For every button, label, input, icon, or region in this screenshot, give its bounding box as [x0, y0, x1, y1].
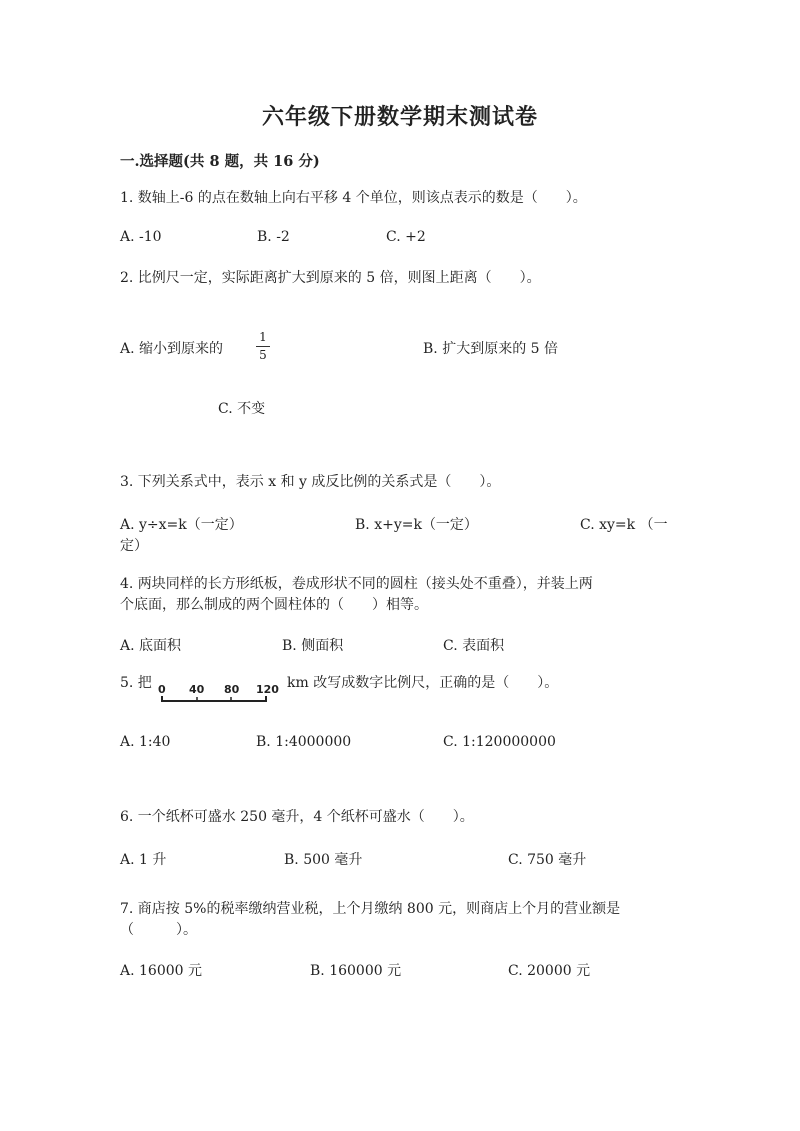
- question-3-option-c-wrap: 定）: [120, 538, 148, 554]
- question-4-option-a: A. 底面积: [120, 638, 182, 654]
- question-3-option-b: B. x+y=k（一定）: [355, 517, 478, 533]
- question-7-option-c: C. 20000 元: [508, 963, 591, 979]
- question-2-option-c: C. 不变: [218, 401, 266, 417]
- scale-label-80: 80: [224, 683, 240, 696]
- question-3-stem: 3. 下列关系式中，表示 x 和 y 成反比例的关系式是（ ）。: [120, 474, 501, 490]
- scale-bar: [158, 683, 280, 707]
- question-5-stem-prefix: 5. 把: [120, 675, 152, 691]
- question-1-stem: 1. 数轴上-6 的点在数轴上向右平移 4 个单位，则该点表示的数是（ ）。: [120, 190, 587, 206]
- question-2-option-a: A. 缩小到原来的: [120, 341, 224, 357]
- page-title: 六年级下册数学期末测试卷: [261, 104, 538, 130]
- question-3-option-a: A. y÷x=k（一定）: [120, 517, 243, 533]
- question-2-option-b: B. 扩大到原来的 5 倍: [423, 341, 558, 357]
- section-heading: 一.选择题(共 8 题，共 16 分): [120, 153, 320, 170]
- scale-label-40: 40: [189, 683, 205, 696]
- question-6-option-c: C. 750 毫升: [508, 852, 587, 868]
- question-5-option-c: C. 1:120000000: [443, 734, 556, 750]
- question-2-stem: 2. 比例尺一定，实际距离扩大到原来的 5 倍，则图上距离（ ）。: [120, 270, 541, 286]
- question-6-option-a: A. 1 升: [120, 852, 167, 868]
- question-1-option-a: A. -10: [120, 229, 162, 245]
- question-7-option-a: A. 16000 元: [120, 963, 202, 979]
- fraction-numerator: 1: [259, 330, 267, 344]
- fraction-denominator: 5: [259, 348, 267, 362]
- question-4-stem-line2: 个底面，那么制成的两个圆柱体的（ ）相等。: [120, 597, 428, 613]
- question-7-stem-line2: （ ）。: [120, 922, 197, 938]
- question-5-option-a: A. 1:40: [120, 734, 171, 750]
- scale-label-0: 0: [158, 683, 166, 696]
- question-4-option-c: C. 表面积: [443, 638, 505, 654]
- question-4-option-b: B. 侧面积: [282, 638, 344, 654]
- question-1-option-c: C. +2: [386, 229, 426, 245]
- scale-bar-line: [158, 683, 280, 707]
- question-6-option-b: B. 500 毫升: [284, 852, 363, 868]
- question-5-option-b: B. 1:4000000: [256, 734, 352, 750]
- question-7-stem-line1: 7. 商店按 5%的税率缴纳营业税，上个月缴纳 800 元，则商店上个月的营业额是: [120, 901, 621, 917]
- question-7-option-b: B. 160000 元: [310, 963, 402, 979]
- fraction-one-fifth: [256, 330, 270, 363]
- question-3-option-c: C. xy=k （一: [580, 517, 668, 533]
- scale-label-120: 120: [256, 683, 279, 696]
- fraction-bar: [256, 346, 270, 347]
- question-1-option-b: B. -2: [257, 229, 290, 245]
- question-6-stem: 6. 一个纸杯可盛水 250 毫升，4 个纸杯可盛水（ ）。: [120, 809, 474, 825]
- question-5-stem-suffix: km 改写成数字比例尺，正确的是（ ）。: [287, 675, 559, 691]
- question-4-stem-line1: 4. 两块同样的长方形纸板，卷成形状不同的圆柱（接头处不重叠），并装上两: [120, 576, 593, 592]
